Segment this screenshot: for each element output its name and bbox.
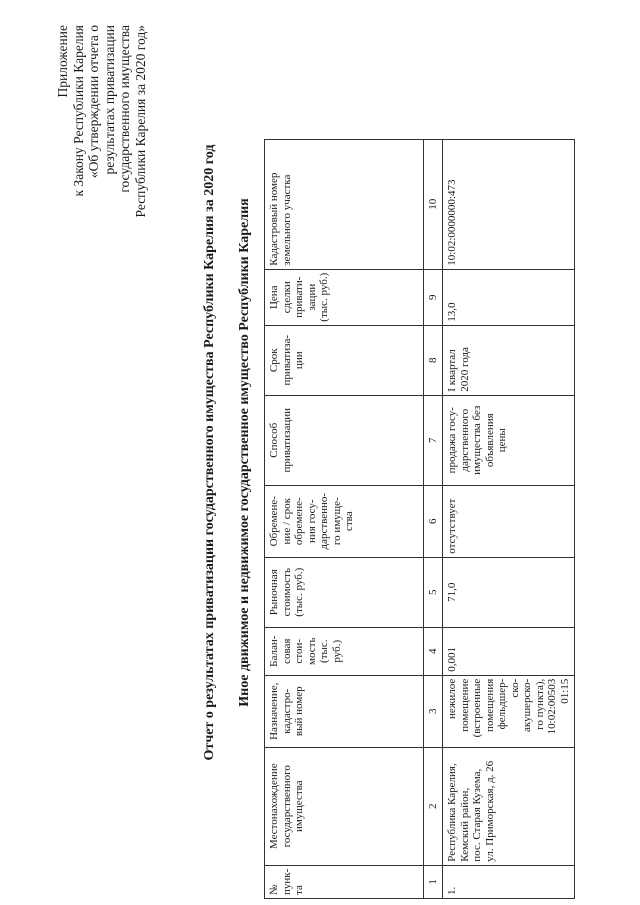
row-price: 13,0 xyxy=(446,302,458,322)
header-cell-encumbrance: Обремене- ние / срок обремене- ния госу- дарственно- го имуще- ства xyxy=(268,492,355,550)
row-market-value: 71,0 xyxy=(446,582,458,602)
column-number: 3 xyxy=(424,675,443,747)
appendix-line: результатах приватизации xyxy=(101,25,117,175)
header-cell-purpose: Назначение, кадастро- вый номер xyxy=(268,682,305,740)
table-row xyxy=(443,139,575,898)
section-title: Иное движимое и недвижимое государственное имущество Республики Карелия xyxy=(237,198,252,707)
appendix-line: к Закону Республики Карелия xyxy=(70,25,86,197)
appendix-line: Приложение xyxy=(55,25,70,98)
row-purpose: нежилое помещение (встроенные помещения фельдшер- ско- акушерско- го пункта), 10:02:00503 01:15 xyxy=(446,678,571,738)
header-cell-location: Местонахождение государственного имущества xyxy=(268,763,305,850)
header-row xyxy=(265,139,424,898)
header-cell-method: Способ приватизации xyxy=(268,407,293,473)
privatization-table xyxy=(264,139,575,899)
appendix-line: государственного имущества xyxy=(117,25,132,193)
header-cell-term: Срок приватиза- ции xyxy=(268,334,305,386)
report-title: Отчет о результатах приватизации государственного имущества Республики Карелия за 2020 год xyxy=(202,144,217,761)
column-number: 8 xyxy=(424,325,443,395)
row-encumbrance: отсутствует xyxy=(446,498,458,554)
appendix-line: «Об утверждении отчета о xyxy=(86,25,101,179)
column-numbers-row xyxy=(424,139,443,898)
column-number: 4 xyxy=(424,627,443,675)
row-method: продажа госу- дарственного имущества без объявления цены xyxy=(446,405,508,475)
header-cell-market-value: Рыночная стоимость (тыс. руб.) xyxy=(268,567,305,617)
column-number: 5 xyxy=(424,557,443,627)
column-number: 7 xyxy=(424,395,443,485)
header-cell-price: Цена сделки привати- зации (тыс. руб.) xyxy=(268,272,330,322)
header-cell-number: № пунк- та xyxy=(268,868,305,895)
column-number: 10 xyxy=(424,139,443,269)
row-number: 1. xyxy=(446,886,458,895)
column-number: 9 xyxy=(424,269,443,325)
row-term: I квартал 2020 года xyxy=(446,347,471,392)
appendix-line: Республики Карелия за 2020 год» xyxy=(132,25,148,218)
row-location: Республика Карелия, Кемский район, пос. Старая Кузема, ул. Приморская, д. 26 xyxy=(446,760,496,862)
column-number: 2 xyxy=(424,747,443,865)
appendix-header xyxy=(55,25,148,265)
column-number: 1 xyxy=(424,865,443,898)
header-cell-land-cadastral: Кадастровый номер земельного участка xyxy=(268,172,293,266)
column-number: 6 xyxy=(424,485,443,557)
row-book-value: 0,001 xyxy=(446,646,458,672)
header-cell-book-value: Балан- совая стои- мость (тыс. руб.) xyxy=(268,635,343,667)
row-land-cadastral: 10:02:0000000:473 xyxy=(446,179,458,266)
